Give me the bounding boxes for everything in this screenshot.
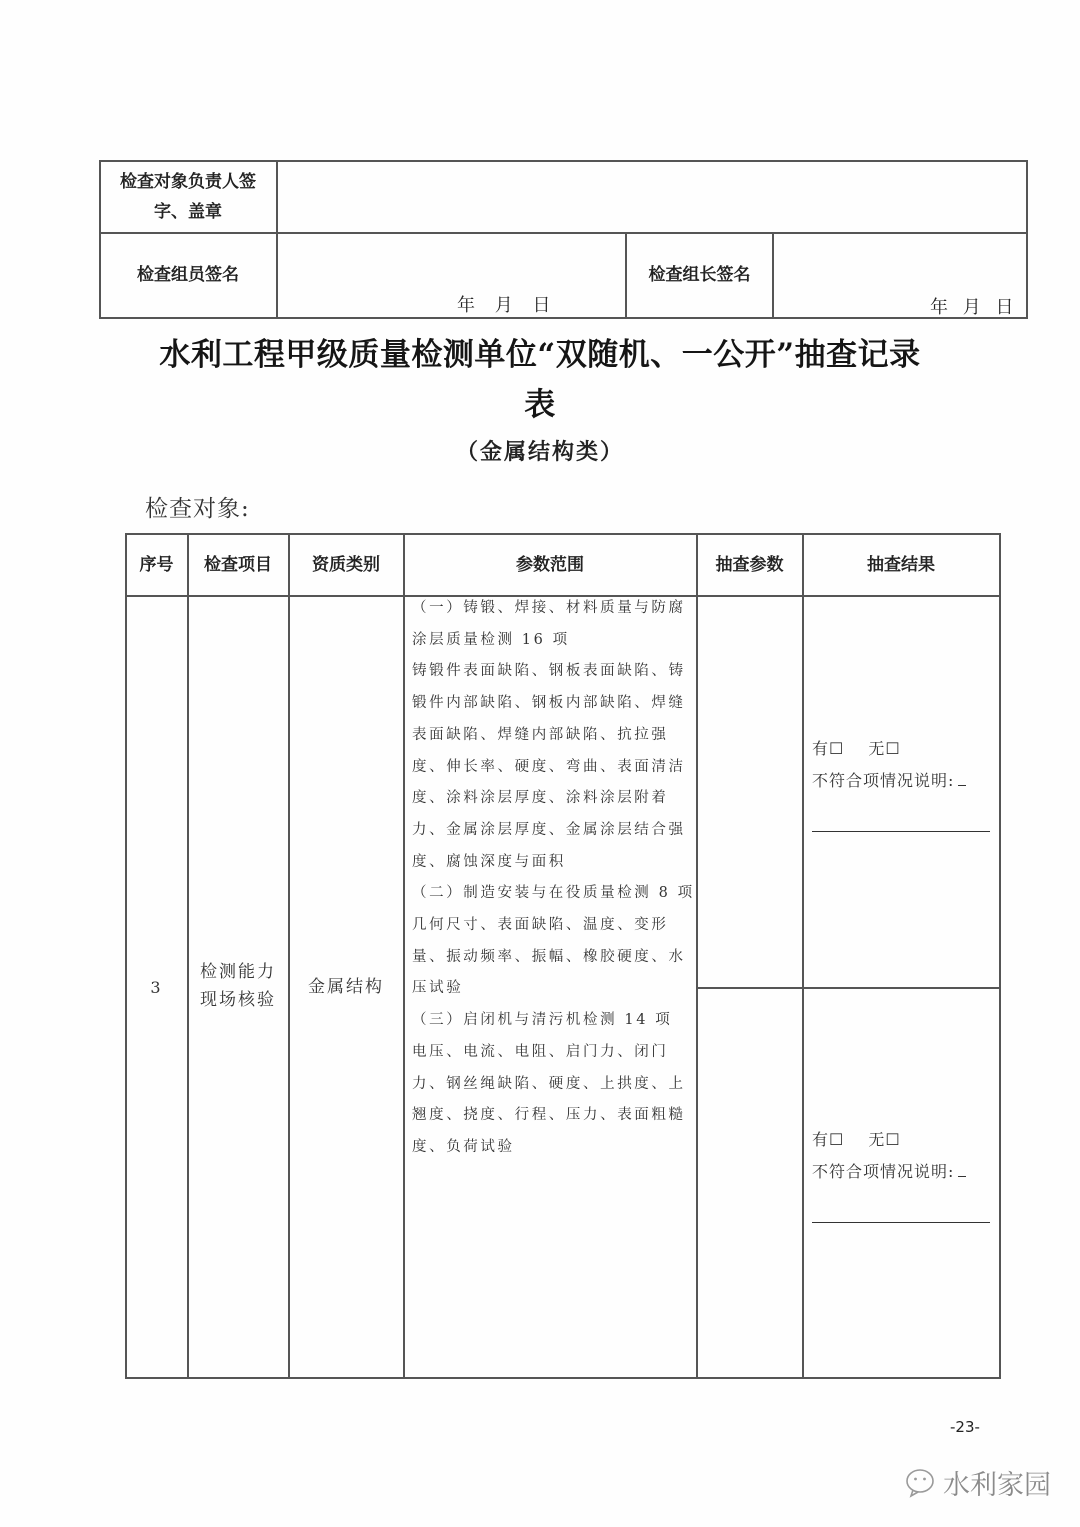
watermark bbox=[903, 1460, 1051, 1504]
leader-date: 年 月 日 bbox=[930, 297, 1014, 318]
parameter-range-text bbox=[412, 593, 695, 1164]
page-title-line2: 表 bbox=[524, 387, 556, 423]
note-blank bbox=[958, 1162, 966, 1177]
item-line2: 现场核验 bbox=[200, 990, 276, 1010]
header-sampled-parameters: 抽查参数 bbox=[715, 555, 784, 575]
parameter-range-line: （一）铸锻、焊接、材料质量与防腐 bbox=[412, 600, 686, 616]
column-divider bbox=[403, 533, 405, 1379]
column-divider bbox=[288, 533, 290, 1379]
yes-checkbox[interactable]: 有☐ bbox=[812, 739, 845, 758]
yes-checkbox[interactable]: 有☐ bbox=[812, 1130, 845, 1149]
nonconformity-note-field[interactable] bbox=[812, 831, 990, 832]
table-border bbox=[125, 1377, 1001, 1379]
inspection-object-label: 检查对象: bbox=[145, 496, 250, 522]
parameter-range-line: 力、金属涂层厚度、金属涂层结合强 bbox=[412, 821, 686, 838]
note-blank bbox=[958, 771, 966, 786]
sampled-parameters-cell-1[interactable] bbox=[698, 597, 801, 986]
responsible-label-line1: 检查对象负责人签 bbox=[120, 172, 256, 192]
header-qualification-category: 资质类别 bbox=[312, 555, 380, 575]
parameter-range-line: 表面缺陷、焊缝内部缺陷、抗拉强 bbox=[412, 726, 669, 743]
table-border bbox=[999, 533, 1001, 1379]
table-border bbox=[99, 317, 1028, 319]
row-index: 3 bbox=[150, 978, 163, 997]
wechat-icon bbox=[903, 1465, 937, 1499]
parameter-range-line: 量、振动频率、振幅、橡胶硬度、水 bbox=[412, 948, 686, 965]
parameter-range-line: 度、涂料涂层厚度、涂料涂层附着 bbox=[412, 790, 669, 807]
page-number: -23- bbox=[950, 1418, 980, 1436]
page-title-line1: 水利工程甲级质量检测单位“双随机、一公开”抽查记录 bbox=[159, 337, 921, 373]
parameter-range-line: 涂层质量检测 16 项 bbox=[412, 631, 570, 648]
no-checkbox[interactable]: 无☐ bbox=[868, 1130, 901, 1149]
parameter-range-line: 铸锻件表面缺陷、钢板表面缺陷、铸 bbox=[412, 663, 686, 680]
header-sampling-result: 抽查结果 bbox=[867, 555, 935, 575]
column-divider bbox=[187, 533, 189, 1379]
parameter-range-line: （二）制造安装与在役质量检测 8 项 bbox=[412, 885, 695, 902]
responsible-signature-field[interactable] bbox=[278, 162, 1025, 231]
header-index: 序号 bbox=[139, 555, 174, 575]
nonconformity-note-label: 不符合项情况说明: bbox=[812, 771, 955, 790]
page-subtitle: （金属结构类） bbox=[455, 440, 624, 465]
responsible-signature-label bbox=[100, 167, 276, 227]
header-inspection-item: 检查项目 bbox=[204, 555, 272, 575]
table-border bbox=[125, 533, 127, 1379]
responsible-label-line2: 字、盖章 bbox=[154, 202, 222, 222]
parameter-range-line: （三）启闭机与清污机检测 14 项 bbox=[412, 1012, 673, 1029]
parameter-range-line: 度、负荷试验 bbox=[412, 1138, 515, 1155]
row-inspection-item bbox=[188, 958, 288, 1014]
column-divider bbox=[802, 533, 804, 1379]
nonconformity-note-label: 不符合项情况说明: bbox=[812, 1162, 955, 1181]
parameter-range-line: 几何尺寸、表面缺陷、温度、变形 bbox=[412, 917, 669, 934]
member-signature-label: 检查组员签名 bbox=[137, 265, 239, 285]
no-checkbox[interactable]: 无☐ bbox=[868, 739, 901, 758]
table-border bbox=[1026, 160, 1028, 319]
nonconformity-note-field[interactable] bbox=[812, 1222, 990, 1223]
parameter-range-line: 度、伸长率、硬度、弯曲、表面清洁 bbox=[412, 758, 686, 775]
parameter-range-line: 锻件内部缺陷、钢板内部缺陷、焊缝 bbox=[412, 695, 686, 712]
member-date: 年 月 日 bbox=[457, 295, 551, 316]
parameter-range-line: 电压、电流、电阻、启门力、闭门 bbox=[412, 1043, 669, 1060]
header-parameter-range: 参数范围 bbox=[516, 555, 584, 575]
sampled-parameters-cell-2[interactable] bbox=[698, 989, 801, 1376]
watermark-text: 水利家园 bbox=[943, 1469, 1051, 1501]
parameter-range-line: 翘度、挠度、行程、压力、表面粗糙 bbox=[412, 1107, 686, 1124]
parameter-range-line: 力、钢丝绳缺陷、硬度、上拱度、上 bbox=[412, 1075, 686, 1092]
leader-signature-label: 检查组长签名 bbox=[648, 265, 751, 285]
member-signature-field[interactable] bbox=[278, 234, 624, 316]
parameter-range-line: 度、腐蚀深度与面积 bbox=[412, 853, 566, 870]
row-category: 金属结构 bbox=[308, 977, 384, 997]
result-block-1 bbox=[812, 733, 992, 797]
item-line1: 检测能力 bbox=[200, 962, 276, 982]
parameter-range-line: 压试验 bbox=[412, 980, 464, 997]
result-block-2 bbox=[812, 1124, 992, 1188]
